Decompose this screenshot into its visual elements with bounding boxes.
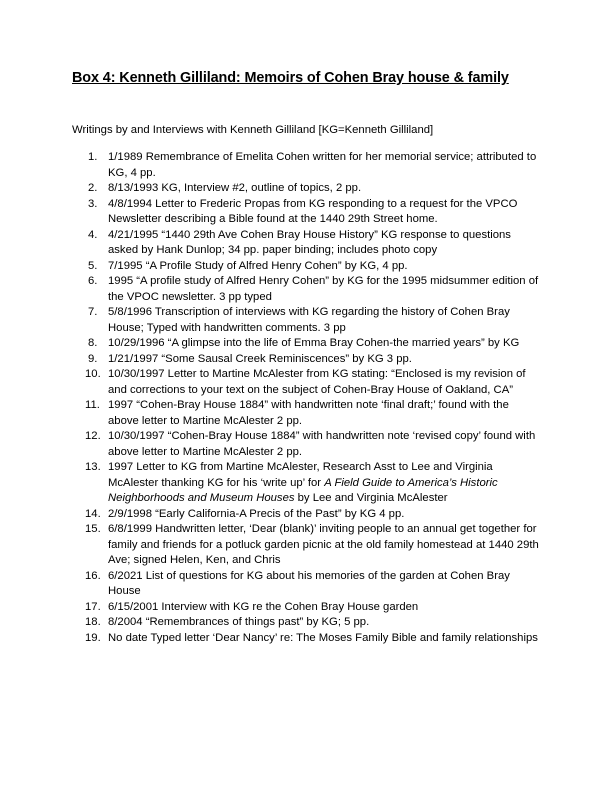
item-number: 5. — [88, 259, 98, 272]
list-item — [85, 600, 540, 616]
item-number: 10. — [85, 368, 101, 380]
writings-list — [85, 150, 540, 646]
list-item — [88, 228, 540, 259]
list-item — [88, 181, 540, 197]
item-text: 7/1995 “A Profile Study of Alfred Henry Cohen” by KG, 4 pp. — [108, 259, 408, 272]
item-text: 2/9/1998 “Early California-A Precis of the Past” by KG 4 pp. — [108, 507, 405, 520]
list-item — [85, 398, 540, 429]
item-text: No date Typed letter ‘Dear Nancy’ re: The Moses Family Bible and family relationships — [108, 631, 538, 644]
item-text-part: 1997 Letter to KG from Martine McAlester, Research Asst to Lee and Virginia McAlester thanking KG for his ‘write up’ for — [108, 461, 493, 489]
list-item — [85, 367, 540, 398]
list-item — [85, 507, 540, 523]
item-number: 3. — [88, 197, 98, 210]
item-text: 10/29/1996 “A glimpse into the life of Emma Bray Cohen-the married years” by KG — [108, 337, 520, 349]
item-number: 19. — [85, 631, 101, 644]
item-number: 1. — [88, 151, 98, 163]
item-text: 5/8/1996 Transcription of interviews with KG regarding the history of Cohen Bray House; Typed with handwritten comments. 3 pp — [108, 306, 510, 334]
item-number: 15. — [85, 523, 101, 535]
list-item — [85, 615, 540, 631]
list-item — [88, 305, 540, 336]
item-number: 14. — [85, 507, 101, 520]
section-subtitle: Writings by and Interviews with Kenneth Gilliland [KG=Kenneth Gilliland] — [72, 124, 434, 136]
item-text-part: by Lee and Virginia McAlester — [294, 492, 448, 504]
item-text: 8/2004 “Remembrances of things past” by KG; 5 pp. — [108, 616, 370, 628]
book-title: A Field Guide to America’s Historic Neighborhoods and Museum Houses — [108, 476, 498, 504]
item-text: 1/21/1997 “Some Sausal Creek Reminiscences” by KG 3 pp. — [108, 352, 412, 365]
list-item — [85, 460, 540, 507]
list-item — [88, 352, 540, 368]
item-number: 6. — [88, 275, 98, 287]
page-title: Box 4: Kenneth Gilliland: Memoirs of Cohen Bray house & family — [72, 70, 509, 86]
list-item — [88, 259, 540, 275]
list-item — [88, 150, 540, 181]
item-text: 6/8/1999 Handwritten letter, ‘Dear (blank)’ inviting people to an annual get together for family and friends for a potluck garden picnic at the old family homestead at 1440 29th Ave; signed Helen, Ken, and Chris — [108, 523, 539, 566]
list-item — [88, 197, 540, 228]
list-item — [85, 522, 540, 569]
item-number: 9. — [88, 352, 98, 365]
list-item — [88, 336, 540, 352]
item-text: 8/13/1993 KG, Interview #2, outline of topics, 2 pp. — [108, 182, 362, 194]
item-text: 6/2021 List of questions for KG about his memories of the garden at Cohen Bray House — [108, 569, 510, 597]
item-number: 11. — [85, 399, 100, 411]
item-text: 1995 “A profile study of Alfred Henry Cohen” by KG for the 1995 midsummer edition of the VPOC newsletter. 3 pp typed — [108, 275, 539, 303]
item-text — [108, 461, 498, 504]
item-number: 12. — [85, 430, 101, 442]
item-text: 6/15/2001 Interview with KG re the Cohen Bray House garden — [108, 600, 419, 613]
list-item — [85, 569, 540, 600]
item-text: 1/1989 Remembrance of Emelita Cohen written for her memorial service; attributed to KG, 4 pp. — [108, 151, 537, 179]
item-number: 7. — [88, 306, 98, 318]
item-number: 18. — [85, 616, 101, 628]
item-text: 10/30/1997 Letter to Martine McAlester from KG stating: “Enclosed is my revision of and corrections to your text on the subject of Cohen-Bray House of Oakland, CA” — [108, 368, 526, 396]
item-text: 4/21/1995 “1440 29th Ave Cohen Bray House History” KG response to questions asked by Hank Dunlop; 34 pp. paper binding; includes photo copy — [108, 228, 511, 256]
item-number: 4. — [88, 228, 98, 241]
item-number: 8. — [88, 337, 98, 349]
list-item — [85, 631, 540, 647]
item-text: 4/8/1994 Letter to Frederic Propas from KG responding to a request for the VPCO Newsletter describing a Bible found at the 1440 29th Street home. — [108, 197, 518, 225]
item-number: 17. — [85, 600, 101, 613]
list-item — [85, 429, 540, 460]
item-number: 13. — [85, 461, 101, 473]
item-number: 2. — [88, 182, 98, 194]
item-number: 16. — [85, 569, 101, 582]
item-text: 1997 “Cohen-Bray House 1884” with handwritten note ‘final draft;’ found with the above letter to Martine McAlester 2 pp. — [108, 399, 509, 427]
item-text: 10/30/1997 “Cohen-Bray House 1884” with handwritten note ‘revised copy’ found with above letter to Martine McAlester 2 pp. — [108, 430, 536, 458]
list-item — [88, 274, 540, 305]
